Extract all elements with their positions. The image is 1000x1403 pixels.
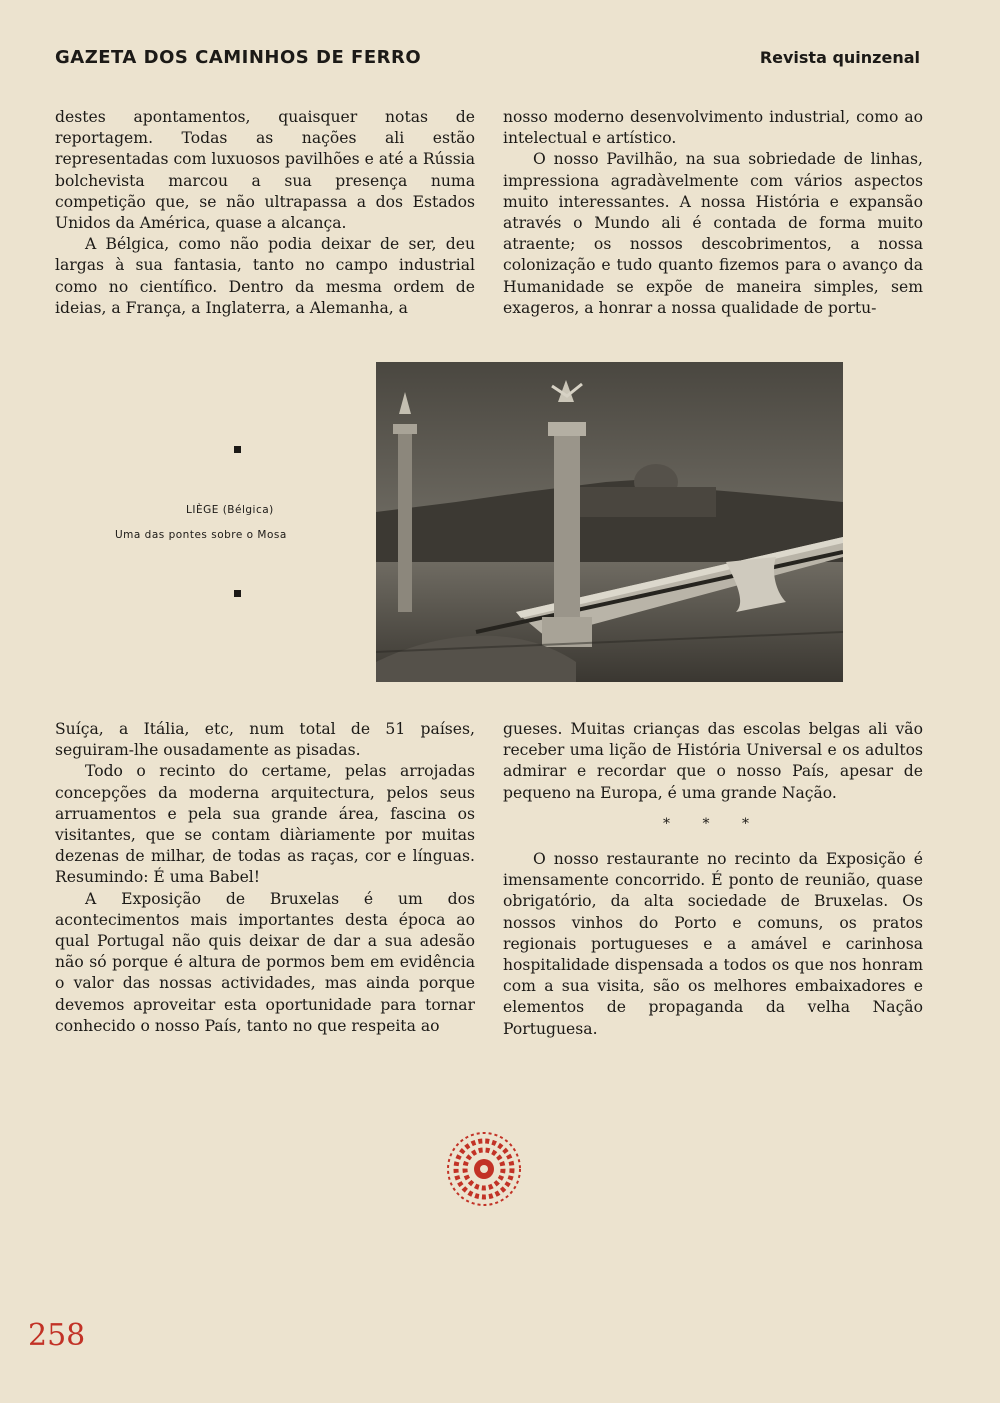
text-column-bottom-left [55,719,475,1037]
rosette-ornament-icon [446,1131,522,1211]
section-separator: * * * [663,815,763,832]
paragraph: nosso moderno desenvolvimento industrial, como ao intelectual e artístico. [503,108,923,148]
paragraph: Todo o recinto do certame, pelas arrojadas concepções da moderna arquitectura, pelos seus arruamentos e pela sua grande área, fascina os visitantes, que se contam diàriamente por muitas dezenas de milhar, de todas as raças, cor e línguas. Resumindo: É uma Babel! [55,762,475,887]
bridge-photo-illustration [376,362,843,682]
bridge-photograph [376,362,843,682]
text-column-bottom-right [503,719,923,1040]
paragraph: destes apontamentos, quaisquer notas de reportagem. Todas as nações ali estão representadas com luxuosos pavilhões e até a Rússia bolchevista marcou a sua presença numa competição que, se não ultrapassa a dos Estados Unidos da América, quase a alcança. [55,108,475,233]
figure-caption-title: LIÈGE (Bélgica) [186,504,274,516]
journal-subtitle: Revista quinzenal [759,48,920,67]
text-column-top-left [55,107,475,319]
journal-title: GAZETA DOS CAMINHOS DE FERRO [55,47,422,68]
paragraph: A Exposição de Bruxelas é um dos acontecimentos mais importantes desta época ao qual Portugal não quis deixar de dar a sua adesão não só porque é altura de pormos bem em evidência o valor das nossas actividades, mas ainda porque devemos aproveitar esta oportunidade para tornar conhecido o nosso País, tanto no que respeita ao [55,889,475,1035]
paragraph: O nosso Pavilhão, na sua sobriedade de linhas, impressiona agradàvelmente com vários aspectos muito interessantes. A nossa História e expansão através o Mundo ali é contada de forma muito atraente; os nossos descobrimentos, a nossa colonização e tudo quanto fizemos para o avanço da Humanidade se expõe de maneira simples, sem exageros, a honrar a nossa qualidade de portu- [503,150,923,317]
bullet-mark-bottom [234,590,241,597]
paragraph: Suíça, a Itália, etc, num total de 51 países, seguiram-lhe ousadamente as pisadas. [55,720,475,760]
text-column-top-right [503,107,923,319]
paragraph: O nosso restaurante no recinto da Exposição é imensamente concorrido. É ponto de reunião, quase obrigatório, da alta sociedade de Bruxelas. Os nossos vinhos do Porto e comuns, os pratos regionais portugueses e a amável e carinhosa hospitalidade dispensada a todos os que nos honram com a sua visita, são os melhores embaixadores e elementos de propaganda da velha Nação Portuguesa. [503,850,923,1038]
figure-caption-text: Uma das pontes sobre o Mosa [115,529,287,541]
paragraph: A Bélgica, como não podia deixar de ser, deu largas à sua fantasia, tanto no campo industrial como no científico. Dentro da mesma ordem de ideias, a França, a Inglaterra, a Alemanha, a [55,235,475,317]
bullet-mark-top [234,446,241,453]
page-number: 258 [28,1318,86,1353]
paragraph: gueses. Muitas crianças das escolas belgas ali vão receber uma lição de História Universal e os adultos admirar e recordar que o nosso País, apesar de pequeno na Europa, é uma grande Nação. [503,720,923,802]
